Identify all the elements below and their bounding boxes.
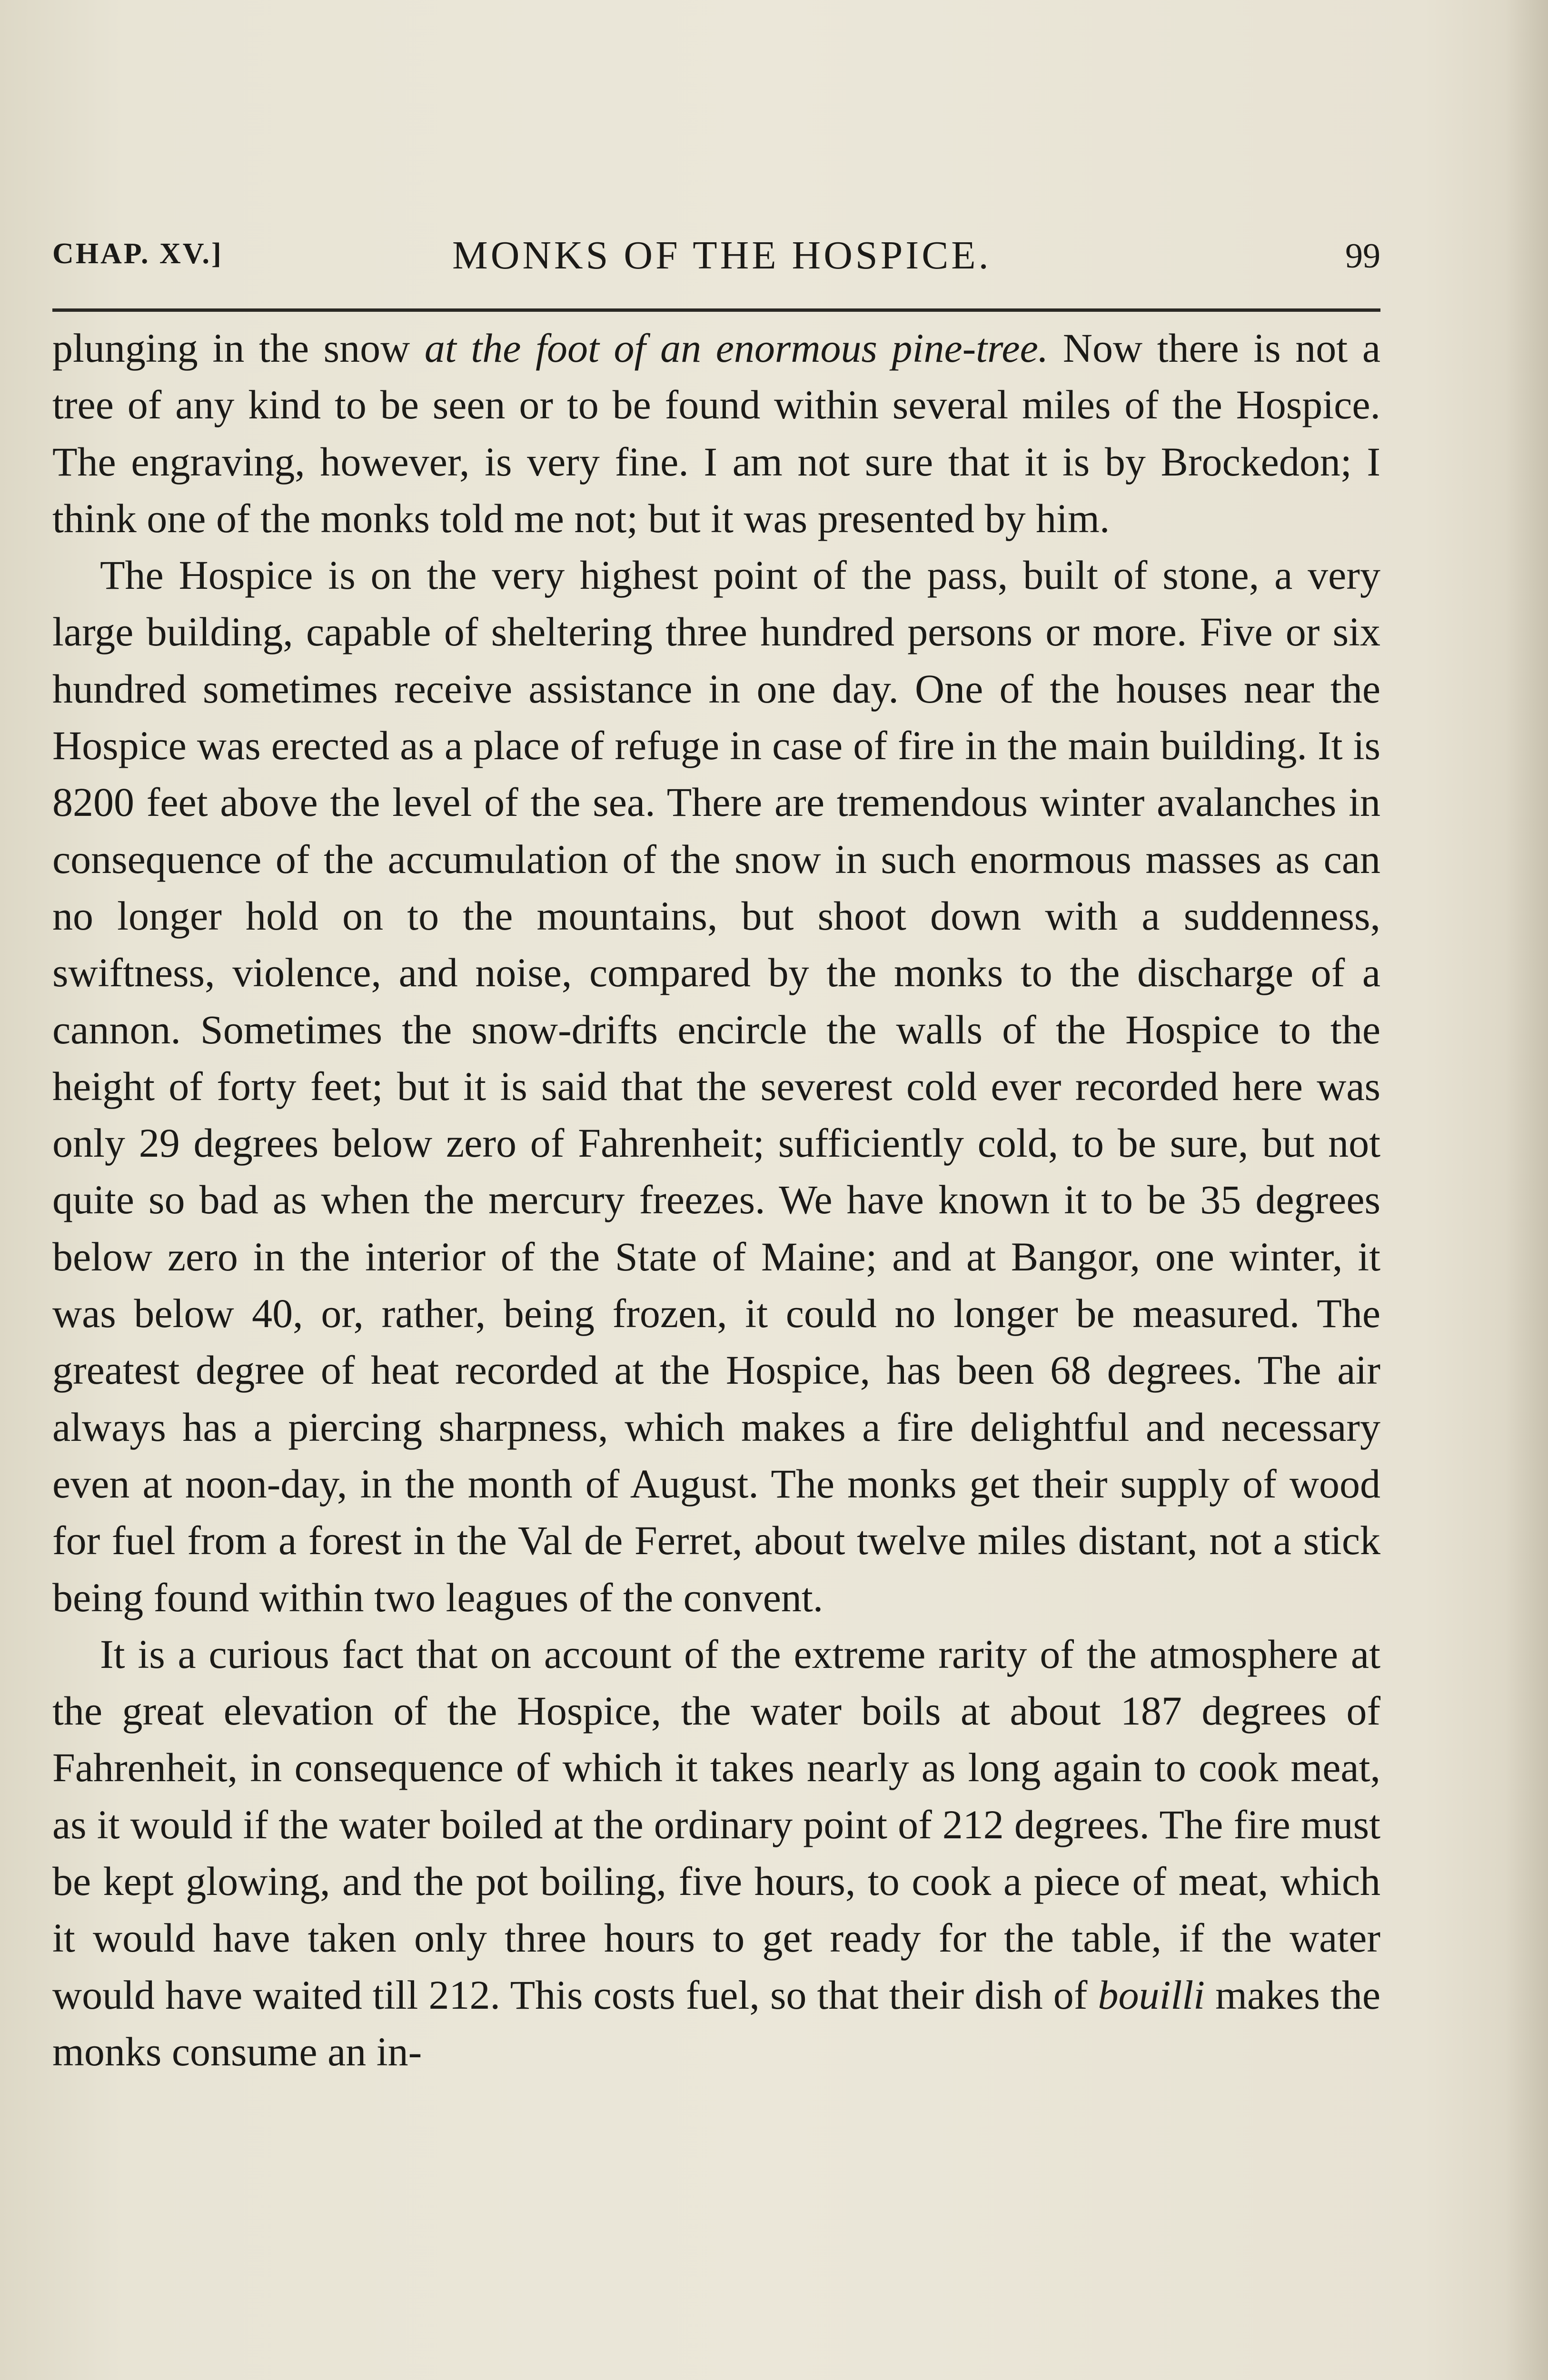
italic-text: at the foot of an enormous pine-tree. — [424, 325, 1049, 371]
paragraph — [52, 547, 1380, 1626]
running-title: MONKS OF THE HOSPICE. — [452, 233, 992, 278]
text-run: It is a curious fact that on account of the extreme rarity of the atmosphere at the great elevation of the Hospice, the water boils at about 187 degrees of Fahrenheit, in consequence of which it takes nearly as long again to cook meat, as it would if the water boiled at the ordinary point of 212 degrees. The fire must be kept glowing, and the pot boiling, five hours, to cook a piece of meat, which it would have taken only three hours to get ready for the table, if the water would have waited till 212. This costs fuel, so that their dish of — [52, 1631, 1380, 2018]
page-number: 99 — [1345, 237, 1380, 276]
body-text — [52, 320, 1380, 2080]
paragraph — [52, 320, 1380, 547]
header-rule — [52, 308, 1380, 312]
running-header — [52, 228, 1380, 289]
text-run: plunging in the snow — [52, 325, 425, 371]
page-edge-shadow — [1505, 0, 1548, 2380]
paragraph — [52, 1626, 1380, 2080]
text-run: The Hospice is on the very highest point of the pass, built of stone, a very large building, capable of sheltering three hundred persons or more. Five or six hundred sometimes receive assistance in one day. One of the houses near the Hospice was erected as a place of refuge in case of fire in the main building. It is 8200 feet above the level of the sea. There are tremendous winter avalanches in consequence of the accumulation of the snow in such enormous masses as can no longer hold on to the mountains, but shoot down with a suddenness, swiftness, violence, and noise, compared by the monks to the discharge of a cannon. Sometimes the snow-drifts encircle the walls of the Hospice to the height of forty feet; but it is said that the severest cold ever recorded here was only 29 degrees below zero of Fahrenheit; sufficiently cold, to be sure, but not quite so bad as when the mercury freezes. We have known it to be 35 degrees below zero in the interior of the State of Maine; and at Bangor, one winter, it was below 40, or, rather, being frozen, it could no longer be measured. The greatest degree of heat recorded at the Hospice, has been 68 degrees. The air always has a piercing sharpness, which makes a fire delightful and necessary even at noon-day, in the month of August. The monks get their supply of wood for fuel from a forest in the Val de Ferret, about twelve miles distant, not a stick being found within two leagues of the convent. — [52, 552, 1380, 1620]
chapter-marker: CHAP. XV.] — [52, 238, 223, 270]
text-run: Now there is not a tree of any kind to be seen or to be found within several miles of the Hospice. The engraving, however, is very fine. I am not sure that it is by Brockedon; I think one of the monks told me not; but it was presented by him. — [52, 325, 1380, 541]
italic-text: bouilli — [1098, 1972, 1205, 2018]
text-run: makes the monks consume an in- — [52, 1972, 1380, 2074]
